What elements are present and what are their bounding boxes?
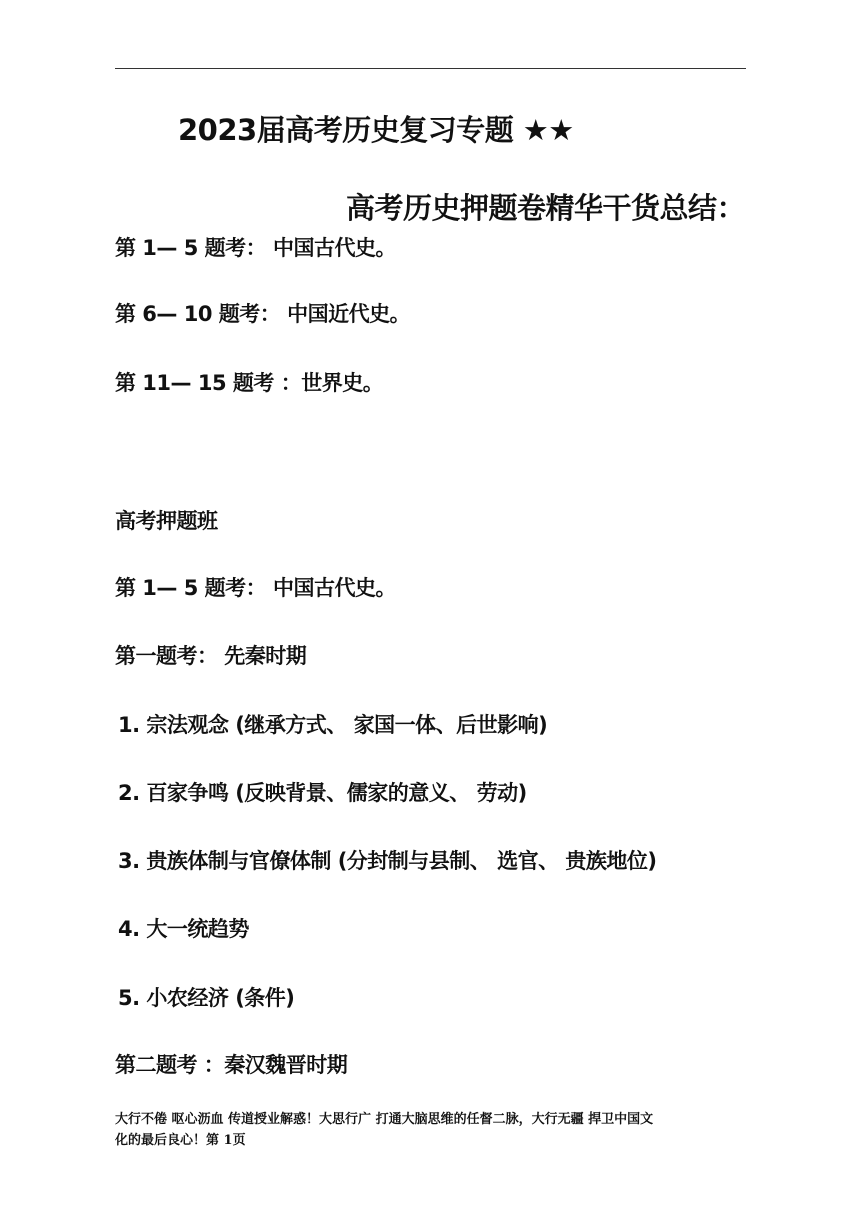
document-title: 2023届高考历史复习专题 ★★ (178, 113, 574, 147)
document-subtitle: 高考历史押题卷精华干货总结： (346, 191, 746, 225)
list-item: 5. 小农经济 (条件) (118, 986, 295, 1010)
question-one-heading: 第一题考： 先秦时期 (115, 644, 307, 668)
line-q1-5-repeat: 第 1— 5 题考： 中国古代史。 (115, 576, 396, 600)
header-rule (115, 68, 746, 69)
line-q1-5: 第 1— 5 题考： 中国古代史。 (115, 236, 396, 260)
list-item: 2. 百家争鸣 (反映背景、儒家的意义、 劳动) (118, 781, 527, 805)
section-heading: 高考押题班 (115, 509, 218, 533)
footer-line-2: 化的最后良心！第 1页 (115, 1133, 246, 1148)
list-item: 4. 大一统趋势 (118, 917, 249, 941)
footer-line-1: 大行不倦 呕心沥血 传道授业解惑！大思行广 打通大脑思维的任督二脉，大行无疆 捍卫中国文 (115, 1112, 654, 1127)
line-q6-10: 第 6— 10 题考： 中国近代史。 (115, 302, 411, 326)
list-item: 3. 贵族体制与官僚体制 (分封制与县制、 选官、 贵族地位) (118, 849, 657, 873)
question-two-heading: 第二题考 ：秦汉魏晋时期 (115, 1053, 348, 1077)
line-q11-15: 第 11— 15 题考 ：世界史。 (115, 371, 384, 395)
list-item: 1. 宗法观念 (继承方式、 家国一体、后世影响) (118, 713, 548, 737)
